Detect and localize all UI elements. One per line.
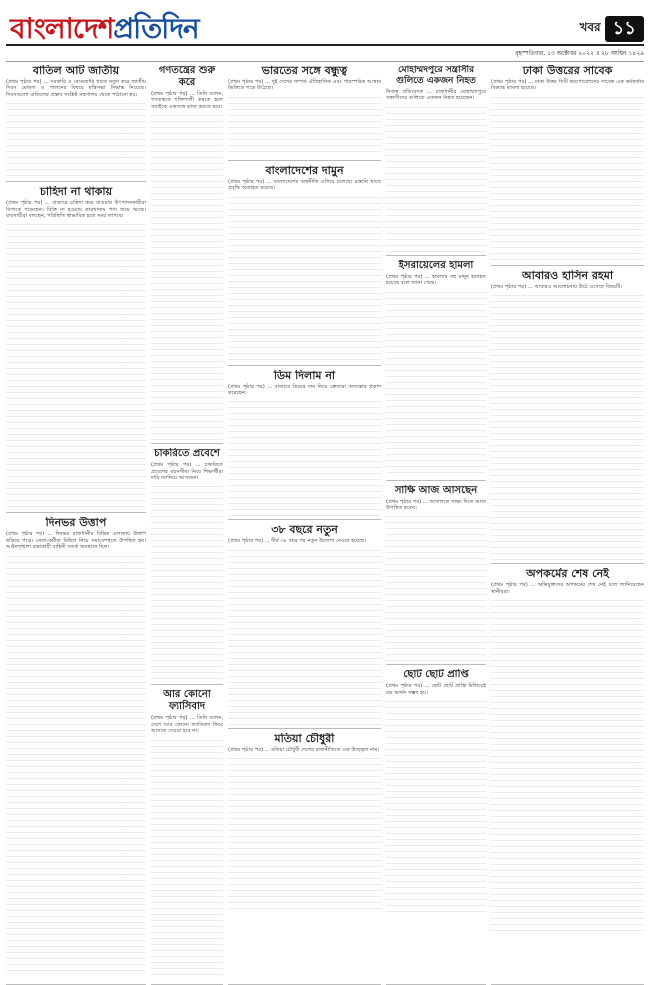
page-number: ১১	[605, 16, 644, 42]
story	[151, 448, 223, 685]
story	[6, 186, 146, 513]
story-title: ৩৮ বছরে নতুন	[271, 524, 338, 537]
story-body: (প্রথম পৃষ্ঠার পর) ... আদালতে সাক্ষ্য দিতে আজ উপস্থিত হবেন।	[386, 498, 486, 512]
article-grid	[6, 65, 644, 985]
column-3	[228, 65, 381, 985]
story-body: নিজস্ব প্রতিবেদক ... রাজধানীর মোহাম্মদপুরে সন্ত্রাসীদের গুলিতে একজন নিহত হয়েছেন।	[386, 89, 486, 102]
text-lines	[151, 735, 223, 975]
text-lines	[386, 511, 486, 661]
text-lines	[228, 92, 381, 157]
story-title: অপকর্মের শেষ নেই	[526, 568, 609, 581]
story-title: ছোট ছোট প্রাপ্তি	[403, 669, 469, 681]
story-body: (প্রথম পৃষ্ঠার পর) ... বাজারে চাহিদা কমে যাওয়ায় উৎপাদনকারীরা বিপাকে পড়েছেন। বিক্রি না হওয়ায় কারখানায় পণ্য জমে আছে। ব্যবসায়ীরা বলছেন, পরিস্থিতি স্বাভাবিক হতে সময় লাগবে।	[6, 200, 146, 220]
text-lines	[386, 102, 486, 252]
story-body: (প্রথম পৃষ্ঠার পর) ... ঢাকা উত্তর সিটি করপোরেশনের সাবেক এক কর্মকর্তার বিরুদ্ধে মামলা হয়েছে।	[491, 79, 644, 92]
story-body: (প্রথম পৃষ্ঠার পর) ... হামলায় বহু মানুষ হতাহত হয়েছে বলে জানা গেছে।	[386, 273, 486, 287]
story	[6, 517, 146, 985]
logo-part-2: প্রতিদিন	[113, 12, 199, 45]
story	[151, 689, 223, 985]
text-lines	[151, 110, 223, 440]
story-title: বাংলাদেশের দামুন	[265, 164, 344, 177]
section-name: খবর	[579, 20, 601, 34]
dateline: বৃহস্পতিবার, ১৩ অক্টোবর ২০২২ ॥ ২৮ আশ্বিন ১৪২৯	[6, 46, 644, 62]
story-body: (প্রথম পৃষ্ঠার পর) ... বাজারে ডিমের দাম নিয়ে ক্রেতারা অসন্তোষ প্রকাশ করেছেন।	[228, 383, 381, 397]
text-lines	[6, 219, 146, 509]
story-title: মতিয়া চৌধুরী	[274, 732, 335, 745]
story	[386, 65, 486, 256]
story-title: দিনভর উত্তাপ	[45, 517, 107, 530]
text-lines	[151, 481, 223, 681]
story-title: চাকরিতে প্রবেশে	[154, 448, 220, 460]
story	[228, 733, 381, 985]
story-body: (প্রথম পৃষ্ঠার পর) ... তিনি বলেন, গণতন্ত্রকে শক্তিশালী করতে হলে সবাইকে একসঙ্গে কাজ করতে হবে।	[151, 91, 223, 110]
text-lines	[228, 753, 381, 913]
section-header	[579, 16, 644, 42]
story-body: (প্রথম পৃষ্ঠার পর) ... তিনি বলেন, দেশে আর কোনো ফ্যাসিবাদ ফিরে আসতে দেওয়া হবে না।	[151, 715, 223, 735]
story-title: ভারতের সঙ্গে বন্ধুত্ব	[261, 65, 348, 77]
story	[491, 568, 644, 985]
story-body: (প্রথম পৃষ্ঠার পর) ... চাকরিতে প্রবেশের বয়সসীমা নিয়ে শিক্ষার্থীরা দাবি জানিয়ে আসছেন।	[151, 462, 223, 482]
text-lines	[6, 551, 146, 971]
story	[228, 65, 381, 161]
text-lines	[491, 290, 644, 560]
column-2	[151, 65, 223, 985]
story-title: বাতিল আট জাতীয়	[32, 65, 120, 77]
text-lines	[228, 192, 381, 362]
story-title: গণতন্ত্রের শুরু করে	[158, 65, 216, 88]
story-title: ডিম দিলাম না	[273, 369, 336, 382]
story-body: (প্রথম পৃষ্ঠার পর) ... ছোট ছোট প্রাপ্তি মিলিয়েই বড় অর্জন সম্ভব হয়।	[386, 683, 486, 696]
story-body: (প্রথম পৃষ্ঠার পর) ... আবারও আলোচনায় উঠে এসেছে বিষয়টি।	[491, 283, 623, 290]
story-title: ঢাকা উত্তরের সাবেক	[522, 65, 613, 77]
story-title: সাক্ষি আজ আসছেন	[394, 484, 478, 496]
story	[6, 65, 146, 182]
text-lines	[491, 92, 644, 262]
story	[386, 485, 486, 666]
story-title: আবারও হাসিন রহমা	[521, 269, 614, 282]
story-body: (প্রথম পৃষ্ঠার পর) ... সরকারি ও বেসরকারি খাতে নতুন করে জাতীয় দিবস ঘোষণা ও পালনের বিষয়ে মন্ত্রিসভা সিদ্ধান্ত নিয়েছে। দিবসগুলো বাতিলের প্রস্তাব সংশ্লিষ্ট মন্ত্রণালয় থেকে পাঠানো হয়।	[6, 79, 146, 98]
story-body: (প্রথম পৃষ্ঠার পর) ... দীর্ঘ ৩৮ বছর পর নতুন উদ্যোগ নেওয়া হয়েছে।	[228, 538, 367, 545]
story	[491, 270, 644, 564]
text-lines	[228, 545, 381, 725]
story-title: আর কোনো ফ্যাসিবাদ	[163, 689, 211, 713]
text-lines	[491, 595, 644, 935]
story	[386, 669, 486, 985]
text-lines	[386, 696, 486, 916]
text-lines	[386, 287, 486, 477]
story-body: (প্রথম পৃষ্ঠার পর) ... দুই দেশের সম্পর্ক ঐতিহাসিক এবং পারস্পরিক আস্থার ভিত্তিতে গড়ে উঠেছে।	[228, 79, 381, 92]
column-1	[6, 65, 146, 985]
story-title: মোহাম্মদপুরে সন্ত্রাসীর গুলিতে একজন নিহত	[396, 65, 476, 86]
text-lines	[228, 396, 381, 516]
story	[228, 165, 381, 366]
newspaper-logo	[6, 14, 199, 44]
story	[228, 524, 381, 728]
column-4	[386, 65, 486, 985]
story-title: চাহিদা না থাকায়	[39, 186, 113, 199]
story	[386, 260, 486, 481]
text-lines	[6, 98, 146, 178]
story-title: ইসরায়েলের হামলা	[398, 259, 474, 271]
column-5	[491, 65, 644, 985]
story-body: (প্রথম পৃষ্ঠার পর) ... মতিয়া চৌধুরী দেশের রাজনীতিতে এক উজ্জ্বল নাম।	[228, 746, 380, 753]
logo-part-1: বাংলাদেশ	[10, 12, 114, 45]
story-body: (প্রথম পৃষ্ঠার পর) ... বাংলাদেশের অর্থনীতি এগিয়ে চলেছে। রপ্তানি খাতে প্রবৃদ্ধি অব্যাহত রয়েছে।	[228, 178, 381, 192]
story-body: (প্রথম পৃষ্ঠার পর) ... দিনভর রাজধানীর বিভিন্ন এলাকায় উত্তাপ ছড়িয়ে পড়ে। নেতা-কর্মীরা মিছিল নিয়ে সমাবেশস্থলে উপস্থিত হন। আইনশৃঙ্খলা রক্ষাকারী বাহিনী সতর্ক অবস্থানে ছিল।	[6, 531, 146, 551]
story-body: (প্রথম পৃষ্ঠার পর) ... অভিযুক্তদের অপকর্মের শেষ নেই বলে জানিয়েছেন স্থানীয়রা।	[491, 582, 644, 595]
story	[228, 370, 381, 521]
story	[491, 65, 644, 266]
story	[151, 65, 223, 444]
masthead	[6, 4, 644, 46]
